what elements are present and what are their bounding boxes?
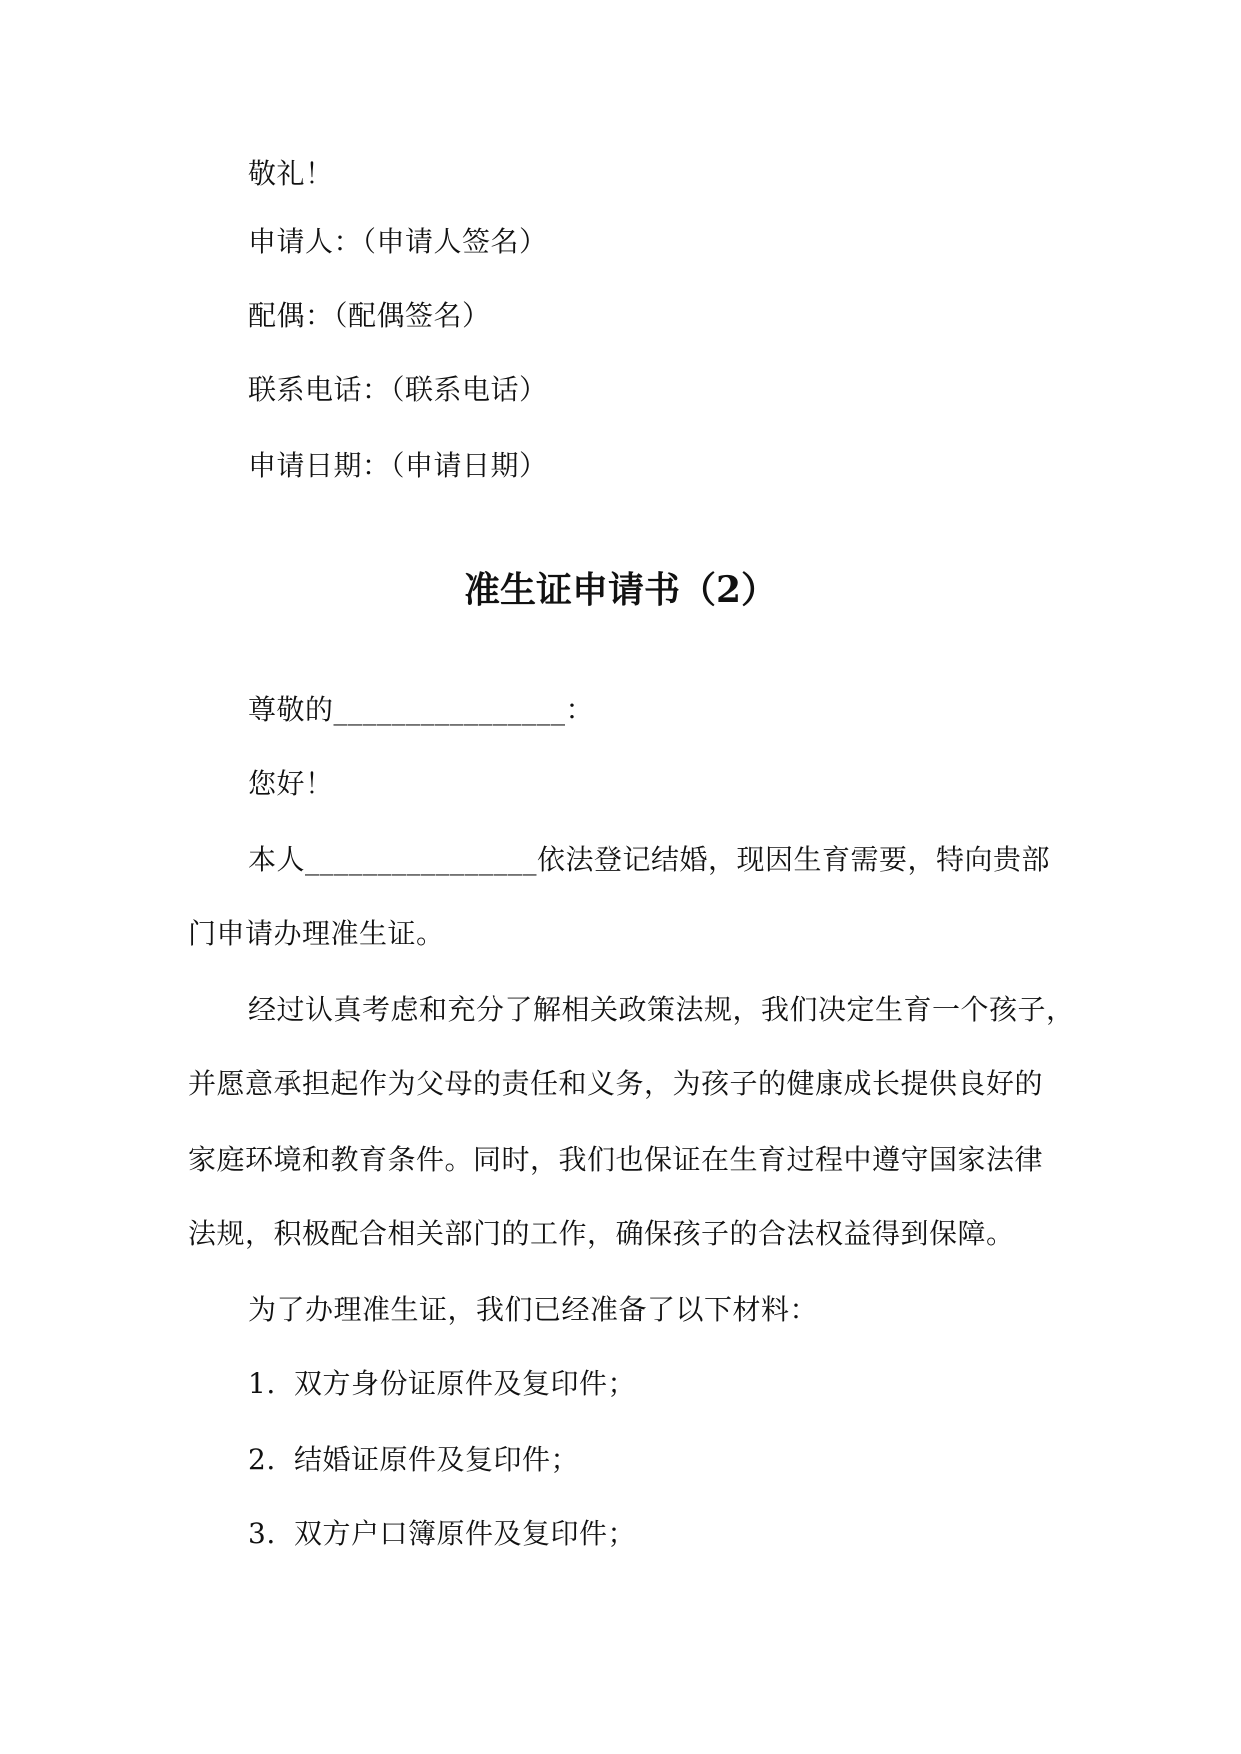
paragraph-1-line-2: 门申请办理准生证。 — [188, 917, 445, 950]
list-item-number: 3. — [248, 1517, 276, 1550]
materials-intro: 为了办理准生证，我们已经准备了以下材料： — [248, 1293, 819, 1326]
paragraph-2-line-3: 家庭环境和教育条件。同时，我们也保证在生育过程中遵守国家法律 — [188, 1143, 1044, 1176]
greeting-line: 您好！ — [248, 767, 334, 800]
list-item-text: 结婚证原件及复印件； — [294, 1443, 580, 1476]
phone-line: 联系电话：（联系电话） — [248, 373, 548, 406]
date-line: 申请日期：（申请日期） — [248, 449, 548, 482]
applicant-signature-line: 申请人：（申请人签名） — [248, 225, 548, 258]
list-item-number: 1. — [248, 1367, 276, 1400]
addressee-line: 尊敬的________________： — [248, 693, 595, 726]
paragraph-2-line-1: 经过认真考虑和充分了解相关政策法规，我们决定生育一个孩子， — [248, 993, 1075, 1026]
spouse-signature-line: 配偶：（配偶签名） — [248, 299, 491, 332]
closing-salutation: 敬礼！ — [248, 157, 334, 190]
document-title: 准生证申请书（2） — [463, 569, 778, 611]
list-item-text: 双方户口簿原件及复印件； — [294, 1517, 637, 1550]
list-item — [248, 1364, 636, 1404]
list-item-text: 双方身份证原件及复印件； — [294, 1367, 637, 1400]
list-item — [248, 1514, 636, 1554]
paragraph-2-line-4: 法规，积极配合相关部门的工作，确保孩子的合法权益得到保障。 — [188, 1217, 1015, 1250]
list-item-number: 2. — [248, 1443, 276, 1476]
paragraph-1-line-1: 本人________________依法登记结婚，现因生育需要，特向贵部 — [248, 843, 1051, 876]
list-item — [248, 1440, 579, 1480]
paragraph-2-line-2: 并愿意承担起作为父母的责任和义务，为孩子的健康成长提供良好的 — [188, 1067, 1044, 1100]
